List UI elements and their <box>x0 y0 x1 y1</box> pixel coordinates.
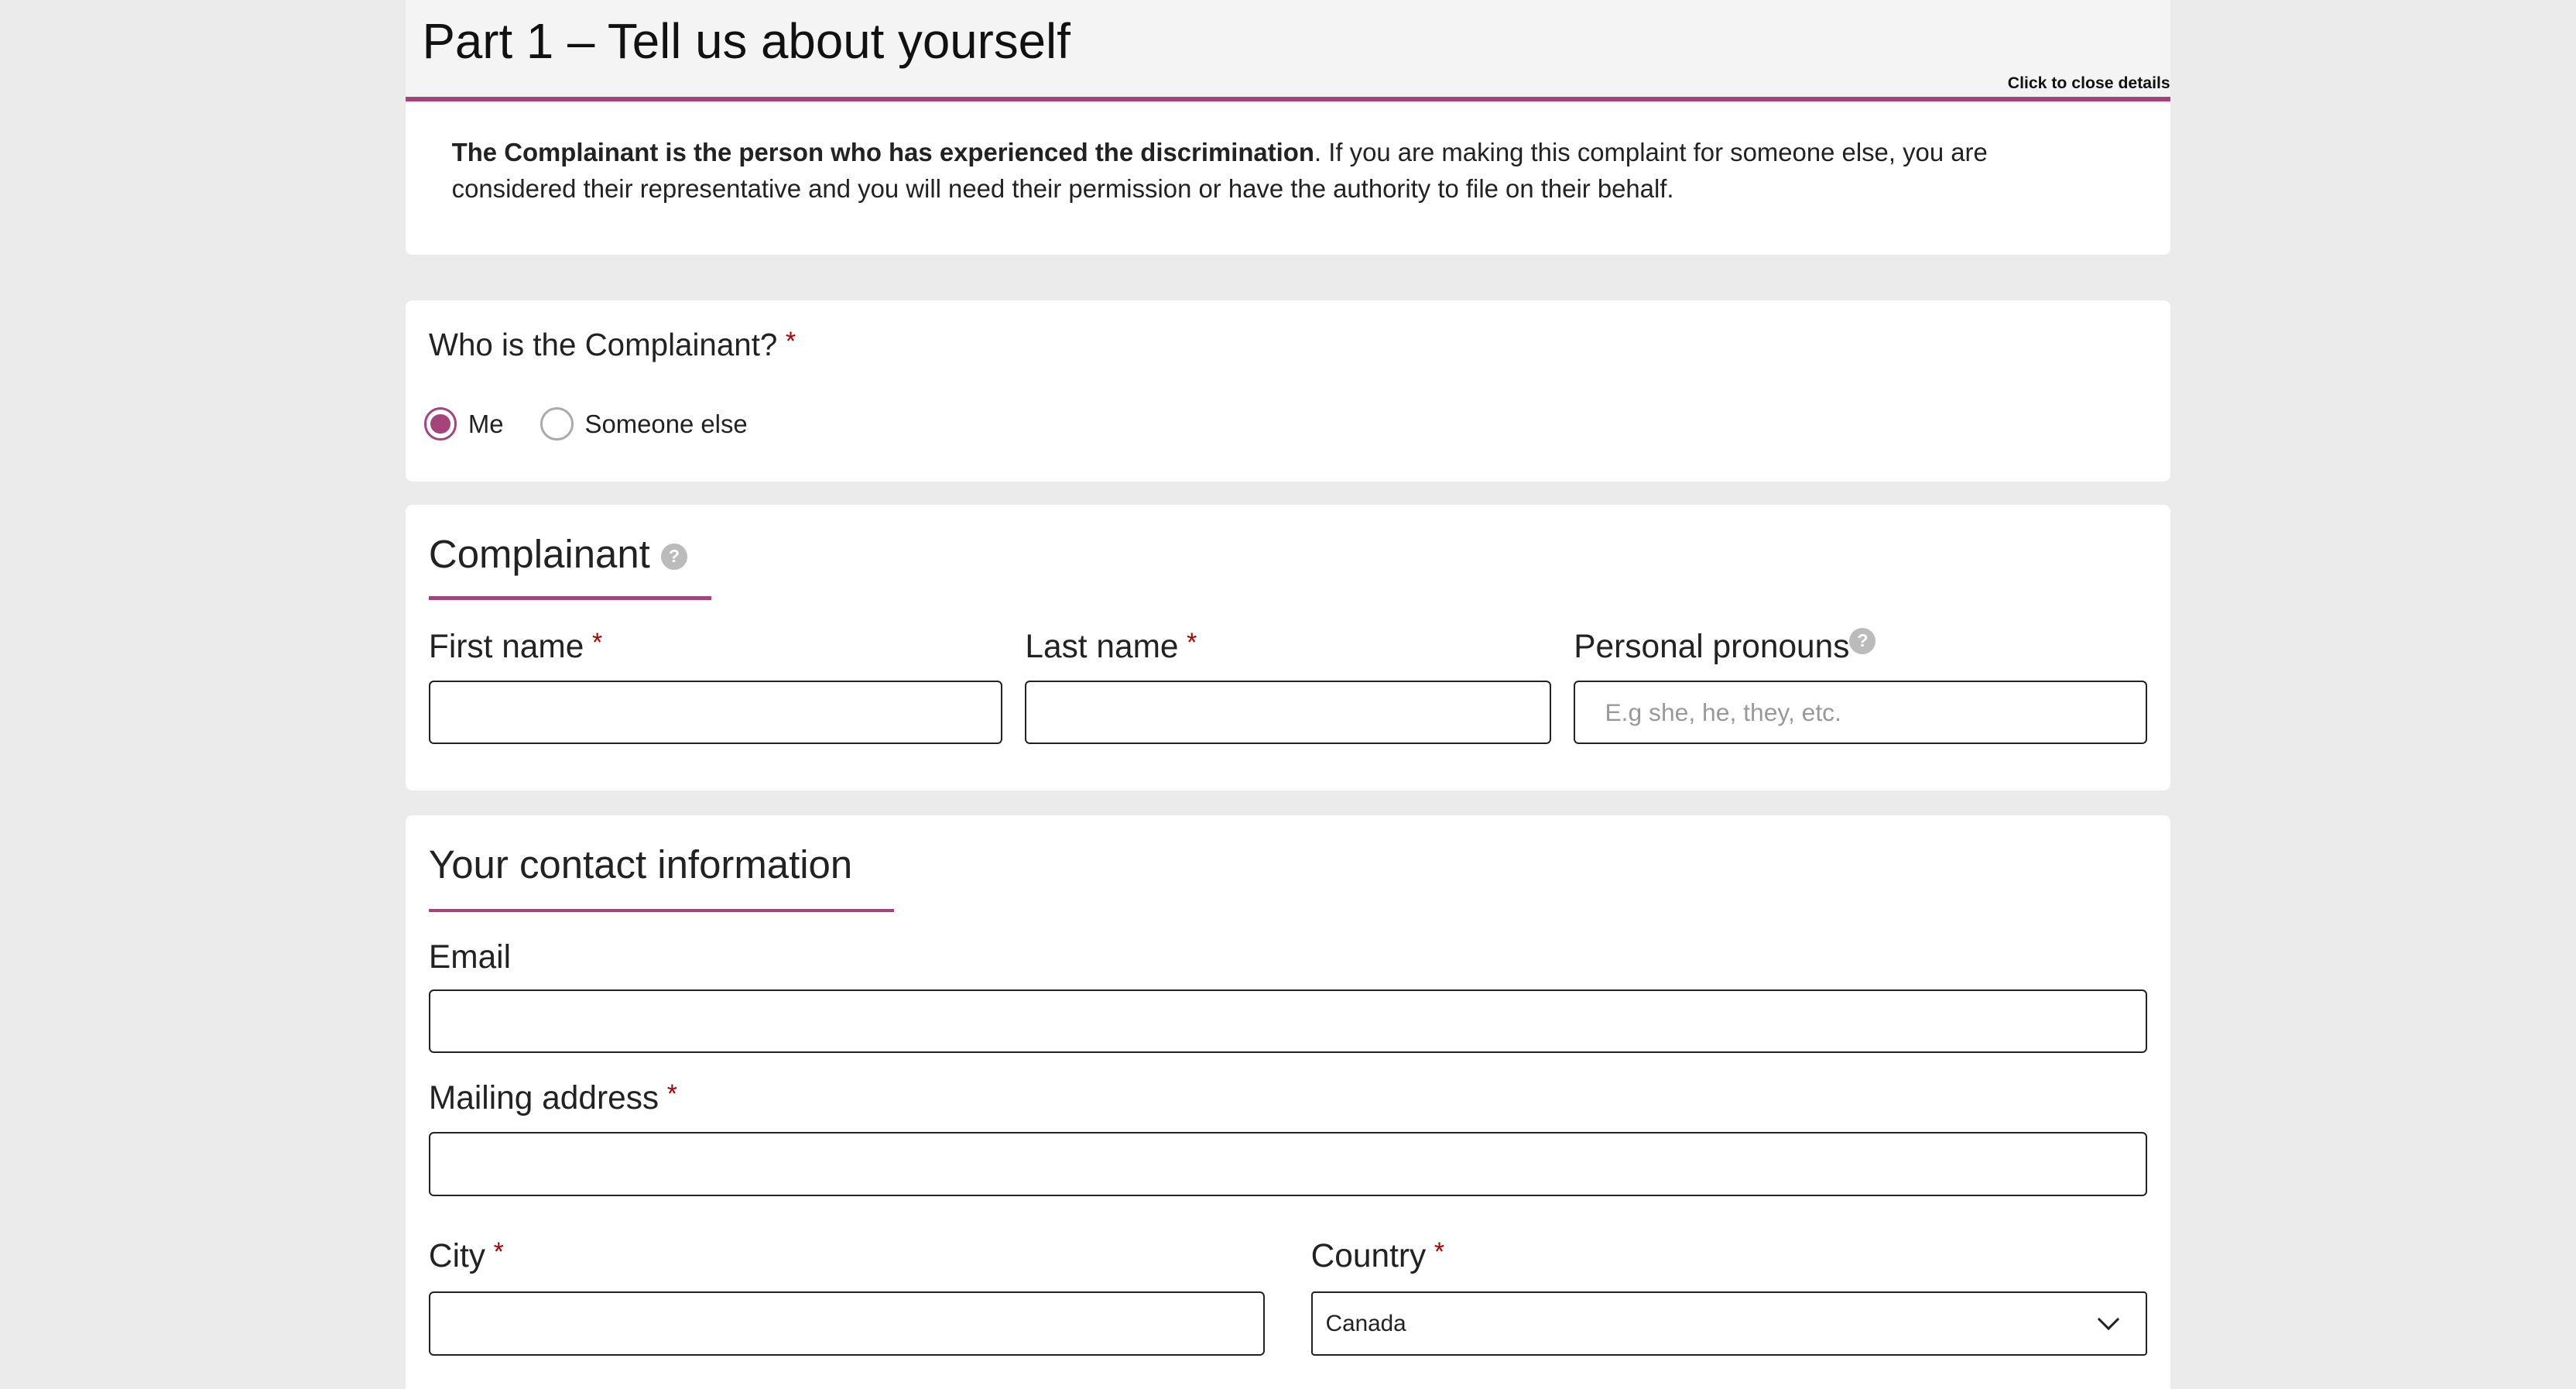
radio-someone-else[interactable] <box>540 407 747 440</box>
help-icon[interactable]: ? <box>1849 628 1875 654</box>
radio-me[interactable] <box>424 407 504 440</box>
radio-label: Me <box>468 409 504 438</box>
first-name-label: First name * <box>428 627 603 664</box>
mailing-address-label: Mailing address * <box>428 1079 677 1116</box>
city-label: City * <box>428 1237 504 1274</box>
radio-label: Someone else <box>584 409 748 438</box>
complainant-heading: Complainant ? <box>429 531 687 577</box>
heading-underline <box>429 596 711 599</box>
country-select[interactable] <box>1311 1291 2147 1356</box>
section-header <box>406 0 2170 101</box>
intro-panel <box>406 102 2170 255</box>
question-label: Who is the Complainant? * <box>428 327 796 363</box>
page-title: Part 1 – Tell us about yourself <box>422 13 1070 69</box>
radio-selected-icon[interactable] <box>424 407 457 440</box>
required-marker: * <box>785 327 796 357</box>
mailing-address-input[interactable] <box>429 1132 2147 1196</box>
chevron-down-icon <box>2098 1308 2119 1330</box>
country-label: Country * <box>1310 1237 1445 1274</box>
help-icon[interactable]: ? <box>661 544 687 570</box>
close-details-link[interactable]: Click to close details <box>2007 74 2170 92</box>
radio-unselected-icon[interactable] <box>540 407 573 440</box>
intro-bold: The Complainant is the person who has experienced the discrimination <box>451 138 1314 167</box>
intro-rest: . If you are making this complaint for someone else, you are considered their representative and you will need their permission or have the authority to file on their behalf. <box>451 138 1988 203</box>
complainant-card <box>406 505 2170 791</box>
pronouns-label: Personal pronouns ? <box>1574 628 1875 665</box>
contact-heading: Your contact information <box>428 842 853 887</box>
pronouns-input[interactable] <box>1574 681 2147 745</box>
email-label: Email <box>428 938 512 975</box>
last-name-label: Last name * <box>1025 627 1197 664</box>
intro-text <box>452 135 2105 207</box>
heading-underline <box>429 909 894 912</box>
email-input[interactable] <box>429 989 2147 1054</box>
complainant-question-card <box>406 300 2170 481</box>
country-value: Canada <box>1325 1310 1406 1336</box>
last-name-input[interactable] <box>1025 681 1550 745</box>
first-name-input[interactable] <box>429 681 1002 745</box>
contact-card <box>406 815 2170 1389</box>
city-input[interactable] <box>429 1291 1265 1356</box>
